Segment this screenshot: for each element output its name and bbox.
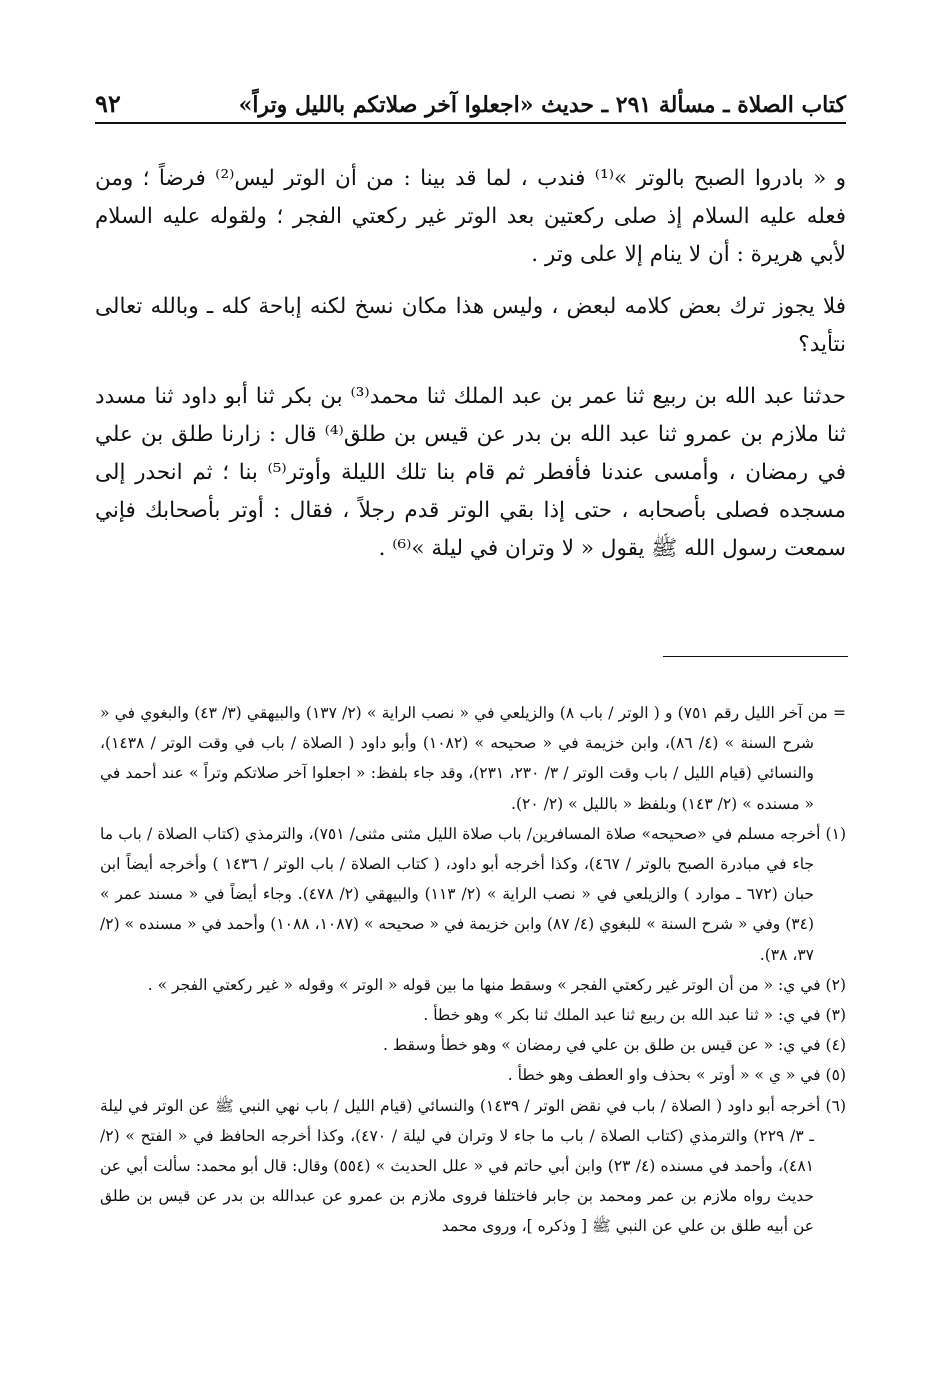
page-number: ٩٢ [95,89,121,118]
main-text [95,160,846,568]
footnote-continued: = من آخر الليل رقم ٧٥١) و ( الوتر / باب ٨) والزيلعي في « نصب الراية » (٢/ ١٣٧) والبيهقي (٣/ ٤٣) والبغوي في « شرح السنة » (٤/ ٨٦)، وابن خزيمة في « صحيحه » (١٠٨٢) وأبو داود ( الصلاة / باب في وقت الوتر / ١٤٣٨)، والنسائي (قيام الليل / باب وقت الوتر / ٣/ ٢٣٠، ٢٣١)، وقد جاء بلفظ: « اجعلوا آخر صلاتكم وتراً » عند أحمد في « مسنده » (٢/ ١٤٣) وبلفظ « بالليل » (٢/ ٢٠). [100,704,846,813]
main-paragraph-3: حدثنا عبد الله بن ربيع ثنا عمر بن عبد الملك ثنا محمد⁽³⁾ بن بكر ثنا أبو داود ثنا مسدد ثنا ملازم بن عمرو ثنا عبد الله بن بدر عن قيس بن طلق⁽⁴⁾ قال : زارنا طلق بن علي في رمضان ، وأمسى عندنا فأفطر ثم قام بنا تلك الليلة وأوتر⁽⁵⁾ بنا ؛ ثم انحدر إلى مسجده فصلى بأصحابه ، حتى إذا بقي الوتر قدم رجلاً ، فقال : أوتر بأصحابك فإني سمعت رسول الله ﷺ يقول « لا وتران في ليلة »⁽⁶⁾ . [95,384,846,561]
main-paragraph-1: و « بادروا الصبح بالوتر »⁽¹⁾ فندب ، لما قد بينا : من أن الوتر ليس⁽²⁾ فرضاً ؛ ومن فعله عليه السلام إذ صلى ركعتين بعد الوتر غير ركعتي الفجر ؛ ولقوله عليه السلام لأبي هريرة : أن لا ينام إلا على وتر . [95,166,846,267]
footnotes [100,698,846,1242]
footnote-6: (٦) أخرجه أبو داود ( الصلاة / باب في نقض الوتر / ١٤٣٩) والنسائي (قيام الليل / باب نهي النبي ﷺ عن الوتر في ليلة ـ ٣/ ٢٢٩) والترمذي (كتاب الصلاة / باب ما جاء لا وتران في ليلة / ٤٧٠)، وكذا أخرجه الحافظ في « الفتح » (٢/ ٤٨١)، وأحمد في مسنده (٤/ ٢٣) وابن أبي حاتم في « علل الحديث » (٥٥٤) وقال: قال أبو محمد: سألت أبي عن حديث رواه ملازم بن عمر ومحمد بن جابر فاختلفا فروى ملازم بن عمرو عن عبدالله بن بدر عن قيس بن طلق عن أبيه طلق بن علي عن النبي ﷺ [ وذكره ]، وروى محمد [100,1096,846,1236]
footnote-1: (١) أخرجه مسلم في «صحيحه» صلاة المسافرين/ باب صلاة الليل مثنى مثنى/ ٧٥١)، والترمذي (كتاب الصلاة / باب ما جاء في مبادرة الصبح بالوتر / ٤٦٧)، وكذا أخرجه أبو داود، ( كتاب الصلاة / باب الوتر / ١٤٣٦ ) وأخرجه أيضاً ابن حبان (٦٧٢ ـ موارد ) والزيلعي في « نصب الراية » (٢/ ١١٣) والبيهقي (٢/ ٤٧٨). وجاء أيضاً في « مسند عمر » (٣٤) وفي « شرح السنة » للبغوي (٤/ ٨٧) وابن خزيمة في « صحيحه » (١٠٨٧، ١٠٨٨) وأحمد في « مسنده » (٢/ ٣٧، ٣٨). [100,824,846,964]
footnote-5: (٥) في « ي » « أوتر » بحذف واو العطف وهو خطأ . [507,1066,846,1085]
footnote-separator [663,656,848,657]
footnote-2: (٢) في ي: « من أن الوتر غير ركعتي الفجر » وسقط منها ما بين قوله « الوتر » وقوله « غير ركعتي الفجر » . [147,975,846,994]
footnote-4: (٤) في ي: « عن قيس بن طلق بن علي في رمضان » وهو خطأ وسقط . [382,1036,846,1055]
main-paragraph-2: فلا يجوز ترك بعض كلامه لبعض ، وليس هذا مكان نسخ لكنه إباحة كله ـ وبالله تعالى نتأيد؟ [95,294,846,357]
footnote-3: (٣) في ي: « ثنا عبد الله بن ربيع ثنا عبد الملك ثنا بكر » وهو خطأ . [423,1006,846,1025]
page-header [95,80,846,124]
running-title: كتاب الصلاة ـ مسألة ٢٩١ ـ حديث «اجعلوا آخر صلاتكم بالليل وتراً» [238,92,846,118]
